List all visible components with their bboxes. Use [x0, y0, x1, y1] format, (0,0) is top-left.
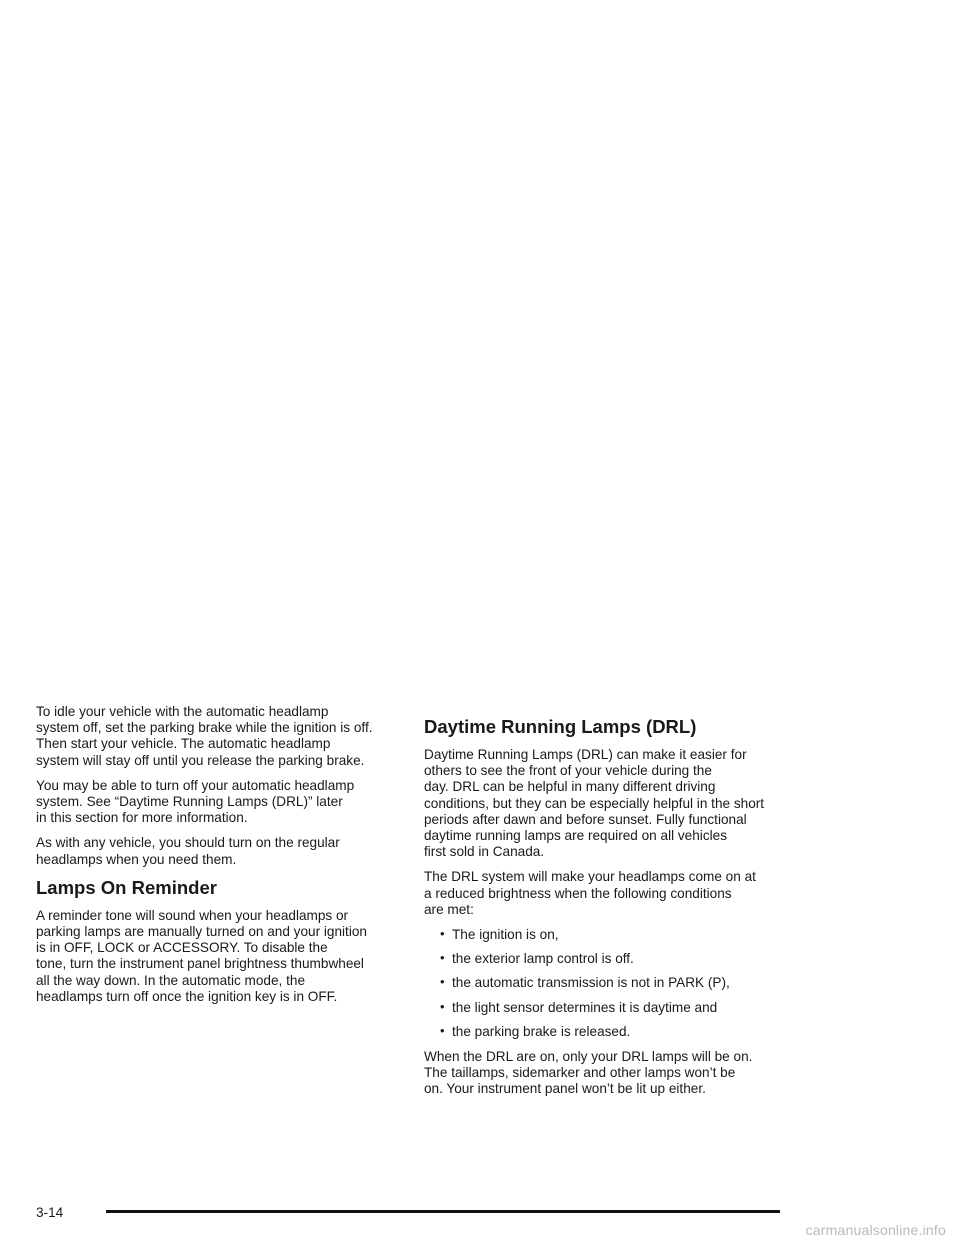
list-item: • The ignition is on, [424, 927, 780, 943]
list-item: • the light sensor determines it is daytime and [424, 1000, 780, 1016]
left-column [36, 704, 400, 1014]
paragraph-reminder-tone: A reminder tone will sound when your headlamps or parking lamps are manually turned on and your ignition is in OFF, LOCK or ACCESSORY. To disable the tone, turn the instrument panel brightness thumbwheel all the way down. In the automatic mode, the headlamps turn off once the ignition key is in OFF. [36, 907, 367, 1004]
conditions-list [424, 927, 780, 1040]
list-item: • the parking brake is released. [424, 1024, 780, 1040]
heading-daytime-running-lamps: Daytime Running Lamps (DRL) [424, 716, 697, 737]
paragraph-drl-conditions: The DRL system will make your headlamps come on at a reduced brightness when the following conditions are met: [424, 869, 756, 917]
watermark: carmanualsonline.info [805, 1222, 946, 1238]
list-item: • the automatic transmission is not in PARK (P), [424, 975, 780, 991]
paragraph-turn-off-system: You may be able to turn off your automatic headlamp system. See “Daytime Running Lamps (DRL)” later in this section for more information. [36, 777, 355, 826]
right-column [424, 704, 780, 1107]
paragraph-idle-vehicle: To idle your vehicle with the automatic headlamp system off, set the parking brake while the ignition is off. Then start your vehicle. The automatic headlamp system will stay off until you release the parking brake. [36, 704, 373, 768]
page-number: 3-14 [36, 1205, 64, 1220]
heading-lamps-on-reminder: Lamps On Reminder [36, 876, 217, 898]
paragraph-drl-on: When the DRL are on, only your DRL lamps will be on. The taillamps, sidemarker and other lamps won’t be on. Your instrument panel won’t be lit up either. [424, 1049, 753, 1097]
paragraph-regular-headlamps: As with any vehicle, you should turn on the regular headlamps when you need them. [36, 835, 340, 867]
paragraph-drl-intro: Daytime Running Lamps (DRL) can make it easier for others to see the front of your vehicle during the day. DRL can be helpful in many different driving conditions, but they can be especially helpful in the short periods after dawn and before sunset. Fully functional daytime running lamps are required on all vehicles first sold in Canada. [424, 747, 765, 860]
list-item: • the exterior lamp control is off. [424, 951, 780, 967]
footer-rule [106, 1210, 780, 1213]
